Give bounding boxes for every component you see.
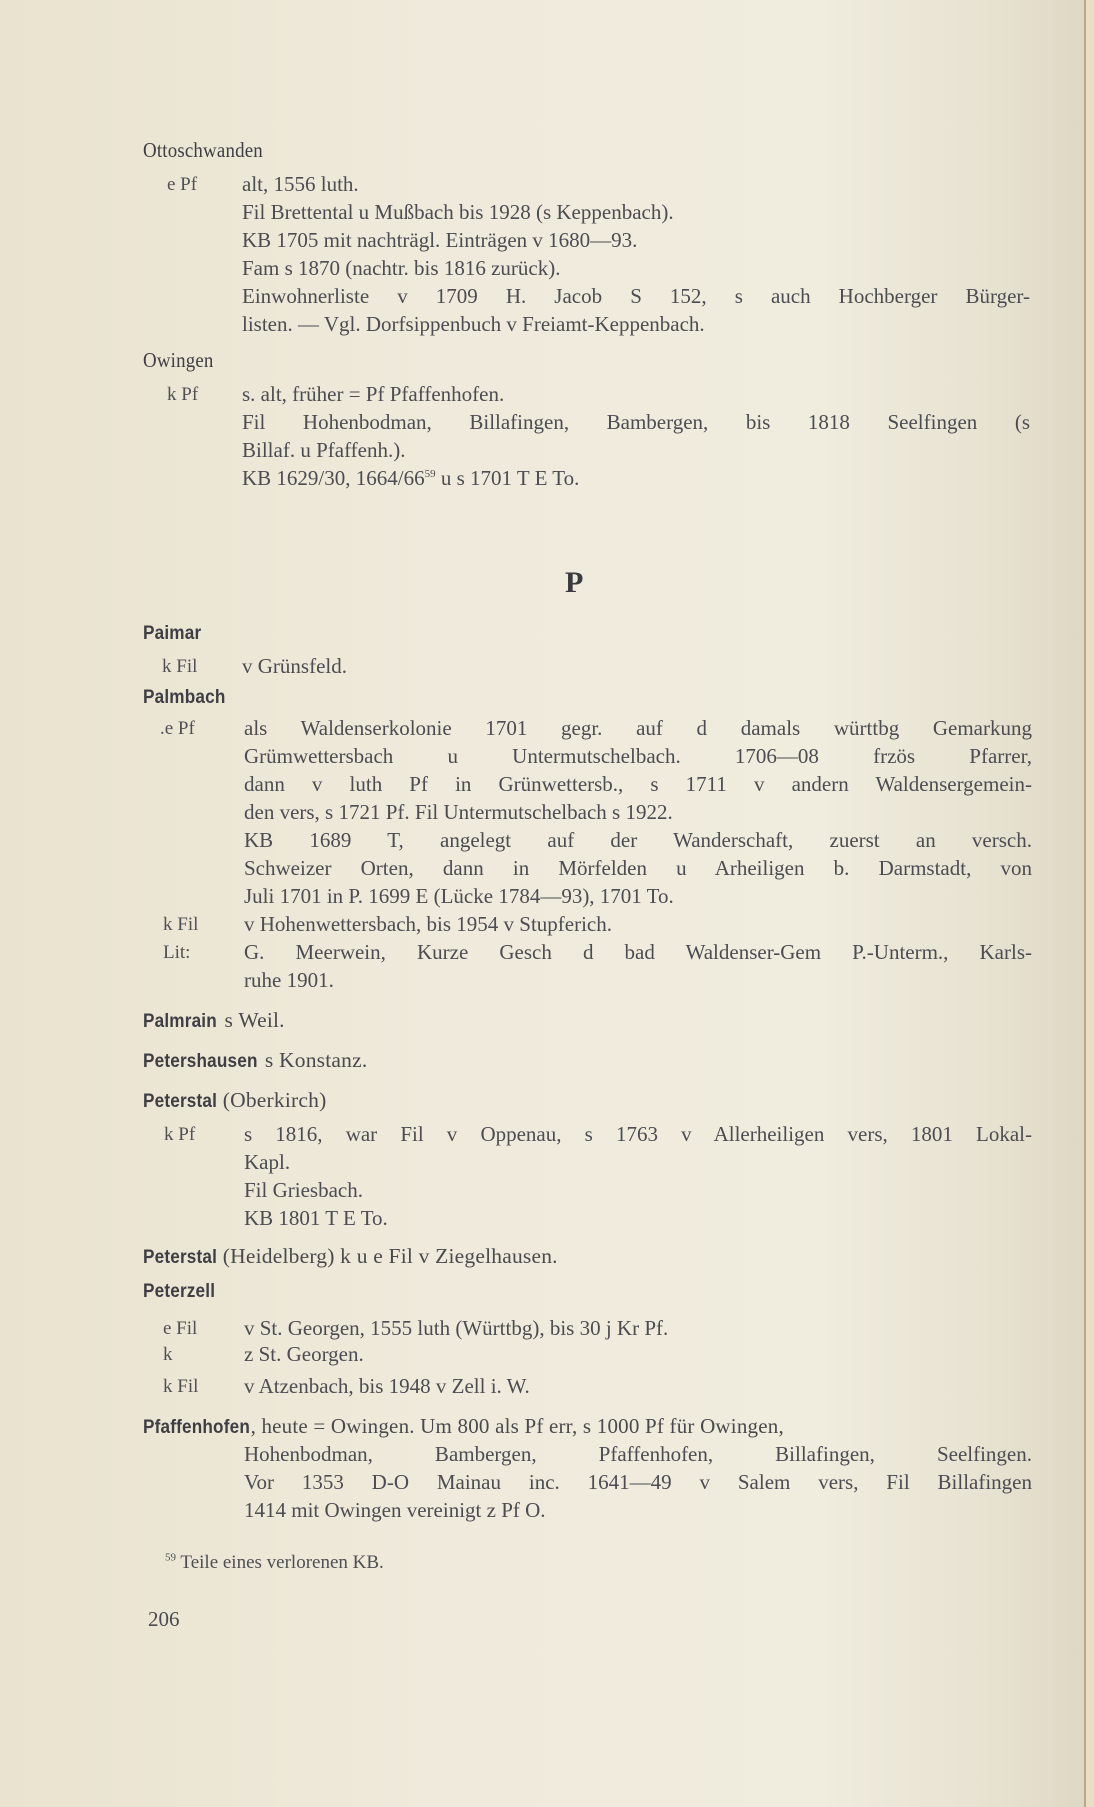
entry-line-text: KB 1629/30, 1664/66 [242,466,425,490]
entry-line [244,856,1032,881]
entry-line: s. alt, früher = Pf Pfaffenhofen. [242,382,505,406]
entry-line-text: KB 1689 T, angelegt auf der Wanderschaft, zuerst an versch. [244,828,1032,852]
entry-name: Palmbach [143,686,226,708]
entry-line-text: Hohenbodman, Bambergen, Pfaffenhofen, Billafingen, Seelfingen. [244,1442,1032,1466]
footnote [165,1552,384,1574]
entry-name: Peterzell [143,1280,216,1302]
entry-line [244,744,1032,769]
entry-abbr: Lit: [163,942,191,963]
entry-heading [143,138,276,163]
entry-line-text: s 1816, war Fil v Oppenau, s 1763 v Allerheiligen vers, 1801 Lokal- [244,1122,1032,1146]
entry-heading [143,684,237,710]
entry-line [244,772,1032,797]
entry-line: den vers, s 1721 Pf. Fil Untermutschelbach s 1922. [244,800,673,824]
entry-line: v St. Georgen, 1555 luth (Württbg), bis 30 j Kr Pf. [244,1316,669,1340]
entry-line [244,828,1032,853]
entry-line: Kapl. [244,1150,291,1174]
entry-line: v Hohenwettersbach, bis 1954 v Stupferich. [244,912,613,936]
entry-name: Paimar [143,622,202,644]
entry-abbr: k Fil [162,656,198,677]
entry-line-text: Schweizer Orten, dann in Mörfelden u Arheiligen b. Darmstadt, von [244,856,1032,880]
entry-abbr: e Pf [167,174,198,195]
section-letter: P [565,566,584,599]
entry-line [244,716,1032,741]
entry-line: ruhe 1901. [244,968,334,992]
entry-line: v Atzenbach, bis 1948 v Zell i. W. [244,1374,530,1398]
entry-line: Fil Brettental u Mußbach bis 1928 (s Keppenbach). [242,200,674,224]
page-number: 206 [148,1607,180,1631]
entry-name: Palmrain [143,1010,217,1032]
entry-line: Billaf. u Pfaffenh.). [242,438,406,462]
entry-line: 1414 mit Owingen vereinigt z Pf O. [244,1498,546,1522]
entry-line: alt, 1556 luth. [242,172,359,196]
entry-line: Fil Griesbach. [244,1178,363,1202]
entry-inline-text: , heute = Owingen. Um 800 als Pf err, s 1000 Pf für Owingen, [250,1414,784,1438]
next-page-strip [1086,0,1094,1807]
entry-line-text: Grümwettersbach u Untermutschelbach. 1706—08 frzös Pfarrer, [244,744,1032,768]
entry-abbr: k [163,1344,173,1365]
entry-line: Fam s 1870 (nachtr. bis 1816 zurück). [242,256,561,280]
entry-line [244,1442,1032,1467]
entry-name: Petershausen [143,1050,258,1072]
entry-inline-text: s Weil. [218,1008,285,1032]
entry-heading [143,620,209,646]
entry-heading [143,1414,1033,1440]
entry-abbr: .e Pf [160,718,195,739]
entry-line: v Grünsfeld. [242,654,347,678]
entry-line [242,466,579,491]
entry-line: KB 1705 mit nachträgl. Einträgen v 1680—93. [242,228,638,252]
entry-line: KB 1801 T E To. [244,1206,388,1230]
entry-abbr: k Fil [163,1376,199,1397]
entry-line [242,410,1030,435]
entry-name: Owingen [143,348,214,372]
entry-name: Pfaffenhofen [143,1416,250,1438]
entry-line [244,1122,1032,1147]
entry-name: Peterstal [143,1246,218,1268]
entry-abbr: k Pf [164,1124,196,1145]
entry-line [244,1470,1032,1495]
entry-line-text: Vor 1353 D-O Mainau inc. 1641—49 v Salem vers, Fil Billafingen [244,1470,1032,1494]
entry-line: z St. Georgen. [244,1342,364,1366]
entry-heading [143,1088,326,1114]
entry-heading [143,348,221,373]
entry-line-text: Einwohnerliste v 1709 H. Jacob S 152, s auch Hochberger Bürger- [242,284,1030,308]
entry-line: Juli 1701 in P. 1699 E (Lücke 1784—93), 1701 To. [244,884,674,908]
entry-abbr: k Pf [167,384,199,405]
entry-line: listen. — Vgl. Dorfsippenbuch v Freiamt-Keppenbach. [242,312,705,336]
footnote-text: Teile eines verlorenen KB. [180,1552,384,1573]
entry-line-text: dann v luth Pf in Grünwettersb., s 1711 v andern Waldensergemein- [244,772,1032,796]
entry-name: Ottoschwanden [143,138,263,162]
entry-abbr: k Fil [163,914,199,935]
entry-heading [143,1048,367,1074]
footnote-marker: 59 [165,1551,176,1564]
entry-heading [143,1244,558,1270]
entry-line-text: G. Meerwein, Kurze Gesch d bad Waldenser-Gem P.-Unterm., Karls- [244,940,1032,964]
entry-line-text: Fil Hohenbodman, Billafingen, Bambergen, bis 1818 Seelfingen (s [242,410,1030,434]
entry-line [242,284,1030,309]
entry-heading [143,1278,225,1304]
entry-heading [143,1008,285,1034]
entry-inline-text: s Konstanz. [259,1048,368,1072]
footnote-ref: 59 [424,468,436,480]
entry-line-text: als Waldenserkolonie 1701 gegr. auf d damals württbg Gemarkung [244,716,1032,740]
entry-inline-text: (Heidelberg) k u e Fil v Ziegelhausen. [217,1244,558,1268]
entry-line [244,940,1032,965]
entry-name: Peterstal [143,1090,218,1112]
entry-abbr: e Fil [163,1318,198,1339]
entry-inline-text: (Oberkirch) [217,1088,327,1112]
entry-line-text: u s 1701 T E To. [435,466,580,490]
